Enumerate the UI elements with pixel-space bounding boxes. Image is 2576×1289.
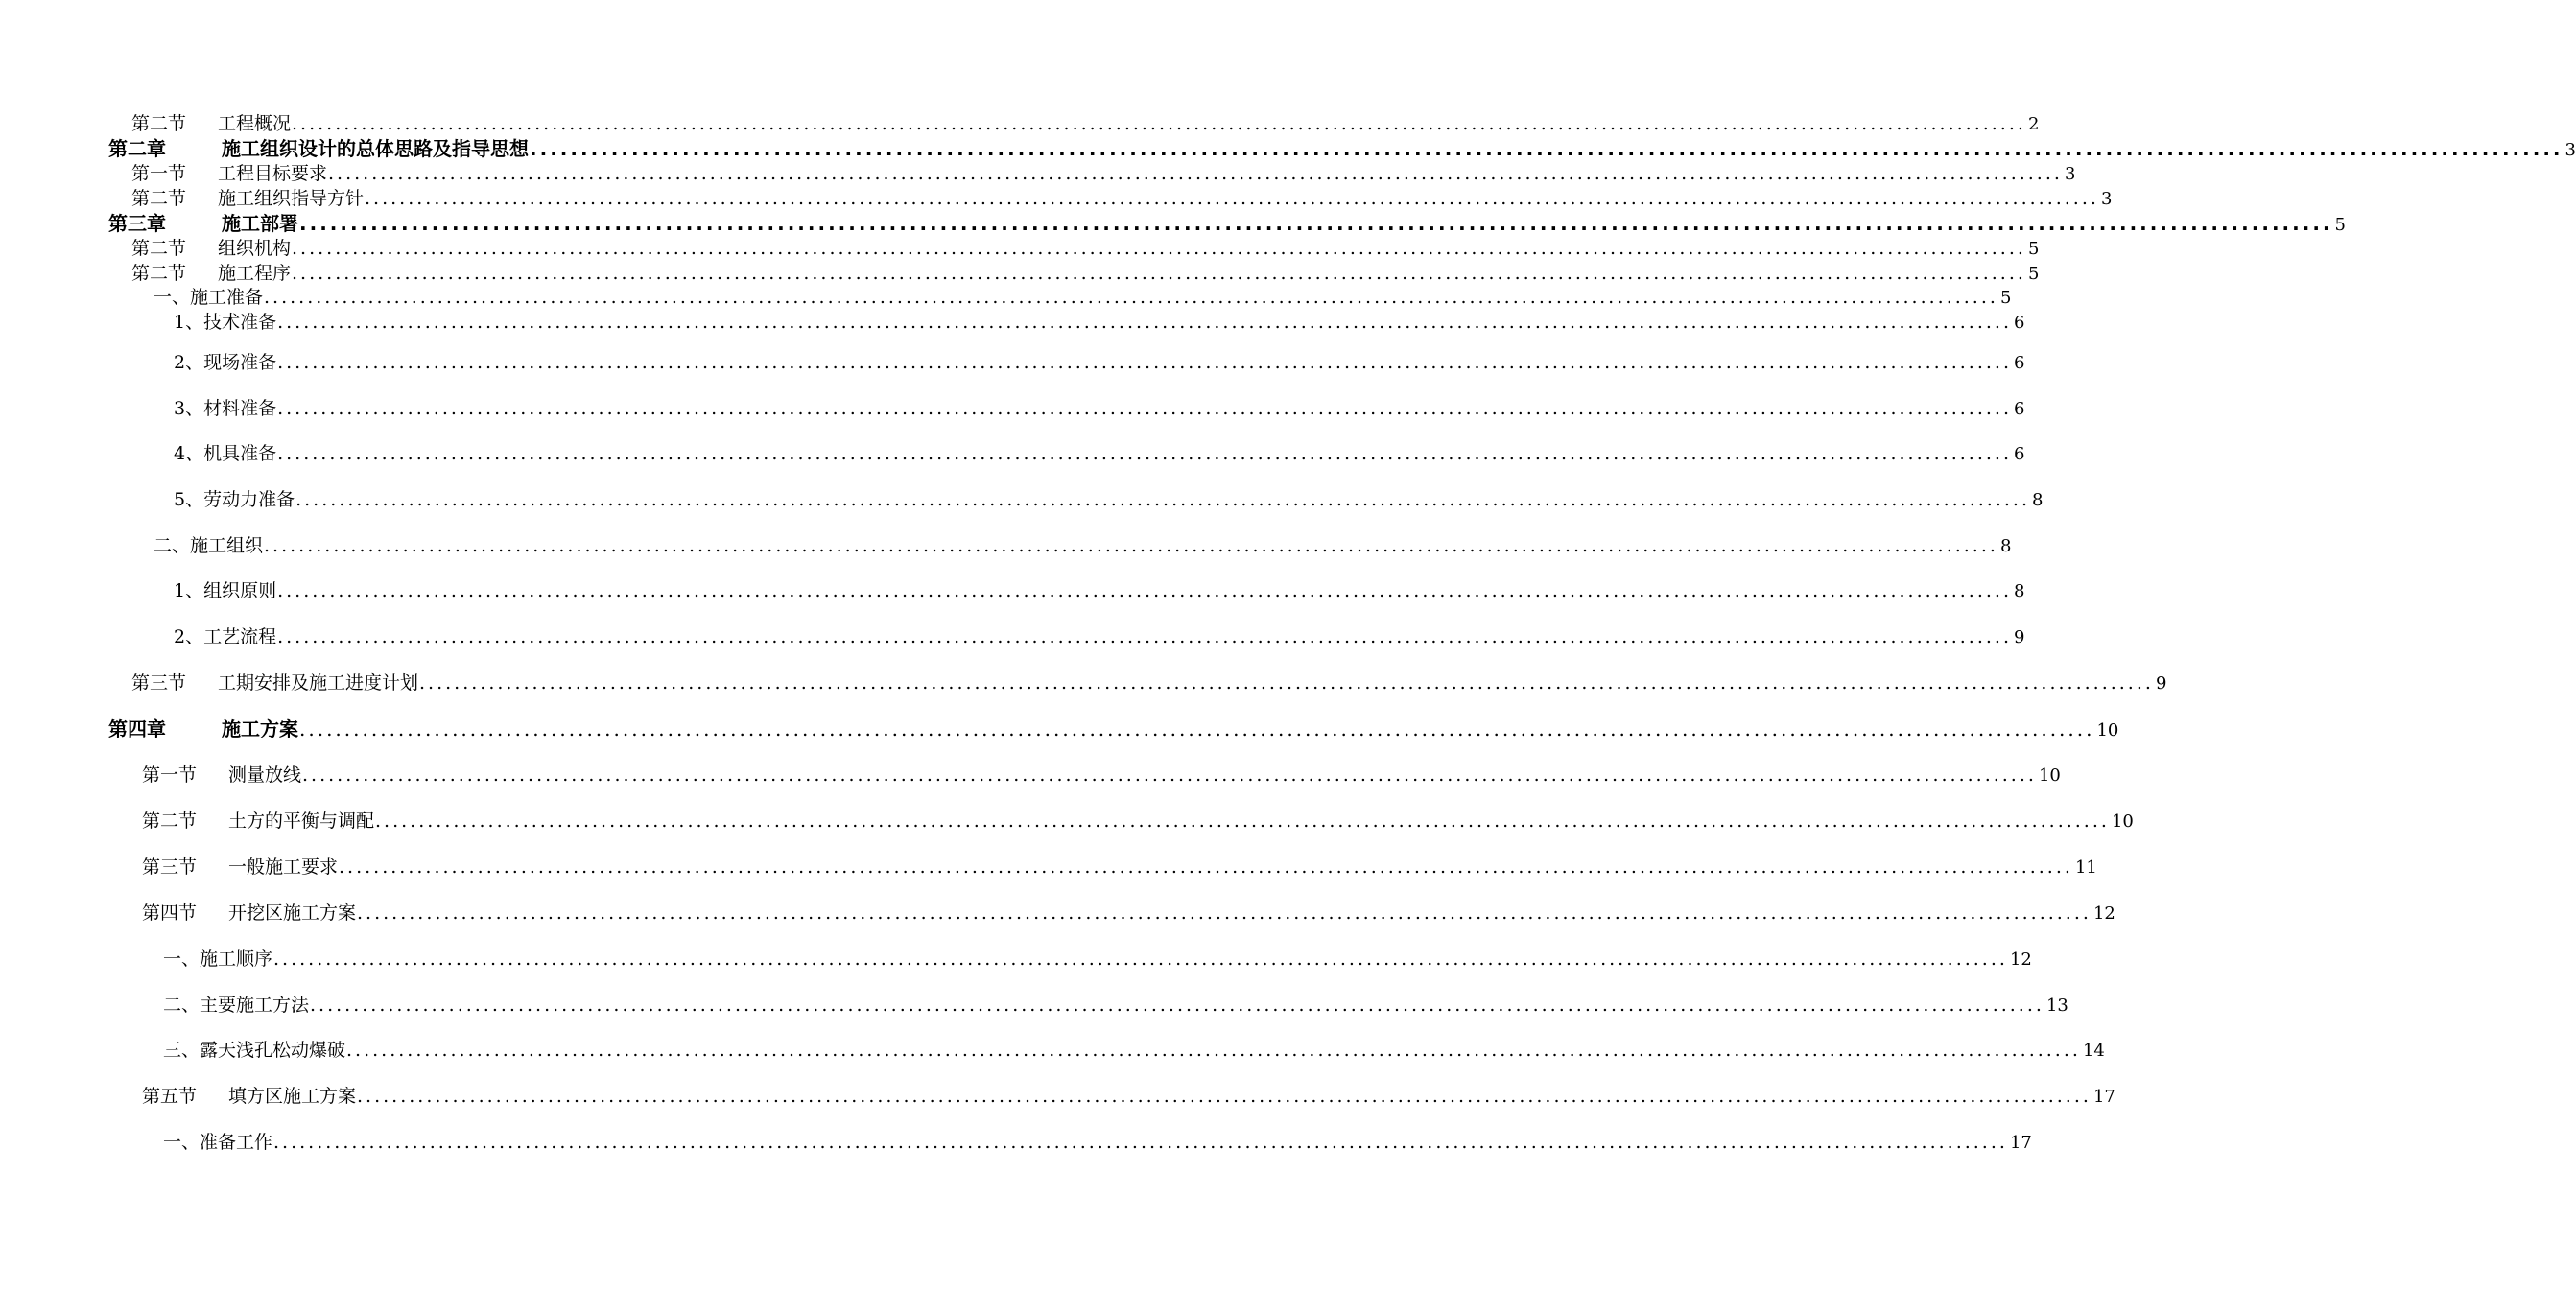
toc-entry-number: 第二节 bbox=[131, 113, 187, 134]
toc-entry-number: 第三章 bbox=[108, 212, 166, 235]
toc-leader-dots: ........................................................................................................................................................................................................ bbox=[375, 810, 2110, 832]
toc-leader-dots: ........................................................................................................................................................................................................ bbox=[357, 902, 2092, 924]
toc-entry-title: 测量放线 bbox=[228, 764, 302, 785]
toc-entry[interactable] bbox=[174, 625, 2025, 648]
toc-entry[interactable] bbox=[174, 488, 2044, 511]
toc-entry[interactable] bbox=[131, 671, 2167, 694]
toc-entry[interactable] bbox=[142, 855, 2097, 879]
toc-leader-dots: ........................................................................................................................................................................................................ bbox=[277, 398, 2013, 419]
toc-entry-title: 土方的平衡与调配 bbox=[228, 810, 375, 832]
toc-entry-number: 第一节 bbox=[142, 764, 198, 785]
toc-entry[interactable] bbox=[154, 286, 2012, 309]
toc-page-number: 10 bbox=[2096, 720, 2119, 740]
toc-entry-title: 3、材料准备 bbox=[174, 398, 277, 419]
toc-leader-dots: ........................................................................................................................................................................................................ bbox=[530, 137, 2564, 160]
toc-page-number: 8 bbox=[1999, 536, 2012, 556]
toc-leader-dots: ........................................................................................................................................................................................................ bbox=[277, 626, 2013, 647]
toc-entry[interactable] bbox=[108, 212, 2346, 235]
toc-leader-dots: ........................................................................................................................................................................................................ bbox=[277, 580, 2013, 601]
toc-entry[interactable] bbox=[154, 534, 2012, 557]
toc-leader-dots: ........................................................................................................................................................................................................ bbox=[264, 535, 1998, 556]
toc-leader-dots: ........................................................................................................................................................................................................ bbox=[419, 672, 2154, 693]
toc-entry-number: 第三节 bbox=[142, 856, 198, 878]
toc-entry-number: 第二节 bbox=[131, 238, 187, 259]
toc-entry[interactable] bbox=[163, 948, 2032, 971]
toc-page-number: 9 bbox=[2014, 627, 2025, 647]
toc-entry-title: 开挖区施工方案 bbox=[228, 902, 357, 924]
toc-entry[interactable] bbox=[108, 717, 2119, 740]
toc-page-number: 10 bbox=[2038, 765, 2061, 785]
toc-page-number: 9 bbox=[2155, 673, 2167, 693]
toc-leader-dots: ........................................................................................................................................................................................................ bbox=[295, 489, 2031, 510]
toc-entry[interactable] bbox=[174, 579, 2025, 602]
toc-entry[interactable] bbox=[142, 763, 2061, 786]
toc-entry-title: 工期安排及施工进度计划 bbox=[218, 672, 419, 693]
toc-entry-title: 2、现场准备 bbox=[174, 352, 277, 373]
toc-page-number: 14 bbox=[2082, 1041, 2105, 1061]
toc-entry[interactable] bbox=[131, 237, 2040, 260]
toc-entry-title: 填方区施工方案 bbox=[228, 1086, 357, 1107]
toc-entry-title: 一、施工顺序 bbox=[163, 949, 273, 970]
toc-leader-dots: ........................................................................................................................................................................................................ bbox=[299, 212, 2333, 235]
toc-entry[interactable] bbox=[142, 809, 2134, 832]
toc-entry-title: 施工方案 bbox=[222, 717, 298, 740]
toc-entry-title: 一、准备工作 bbox=[163, 1132, 273, 1153]
toc-page-number: 8 bbox=[2032, 490, 2044, 510]
toc-page-number: 12 bbox=[2092, 903, 2115, 924]
toc-page-number: 5 bbox=[2334, 215, 2346, 235]
toc-leader-dots: ........................................................................................................................................................................................................ bbox=[273, 949, 2008, 970]
toc-entry-title: 组织机构 bbox=[218, 238, 292, 259]
toc-entry-number: 第二节 bbox=[131, 263, 187, 284]
toc-page-number: 17 bbox=[2009, 1133, 2032, 1153]
toc-entry[interactable] bbox=[142, 902, 2115, 925]
toc-leader-dots: ........................................................................................................................................................................................................ bbox=[277, 352, 2013, 373]
toc-entry-number: 第五节 bbox=[142, 1086, 198, 1107]
toc-entry-number: 第四章 bbox=[108, 717, 166, 740]
toc-entry-title: 工程概况 bbox=[218, 113, 292, 134]
toc-page-number: 6 bbox=[2014, 313, 2025, 333]
toc-entry[interactable] bbox=[131, 262, 2040, 285]
toc-page-number: 5 bbox=[2027, 264, 2040, 284]
toc-page-number: 17 bbox=[2092, 1087, 2115, 1107]
toc-leader-dots: ........................................................................................................................................................................................................ bbox=[292, 113, 2026, 134]
toc-page-number: 3 bbox=[2100, 189, 2113, 209]
toc-entry[interactable] bbox=[174, 442, 2025, 465]
toc-entry-title: 1、技术准备 bbox=[174, 312, 277, 333]
toc-page-number: 12 bbox=[2009, 949, 2032, 970]
toc-leader-dots: ........................................................................................................................................................................................................ bbox=[277, 312, 2013, 333]
toc-page-number: 13 bbox=[2045, 996, 2068, 1016]
toc-entry[interactable] bbox=[142, 1085, 2115, 1108]
toc-entry[interactable] bbox=[131, 187, 2113, 210]
toc-entry[interactable] bbox=[131, 162, 2076, 185]
toc-entry-title: 5、劳动力准备 bbox=[174, 489, 295, 510]
toc-entry[interactable] bbox=[174, 311, 2025, 334]
toc-entry-title: 施工程序 bbox=[218, 263, 292, 284]
toc-entry[interactable] bbox=[174, 351, 2025, 374]
toc-leader-dots: ........................................................................................................................................................................................................ bbox=[299, 717, 2095, 740]
toc-leader-dots: ........................................................................................................................................................................................................ bbox=[302, 764, 2037, 785]
toc-entry-number: 第二节 bbox=[142, 810, 198, 832]
toc-leader-dots: ........................................................................................................................................................................................................ bbox=[339, 856, 2073, 878]
toc-entry-title: 1、组织原则 bbox=[174, 580, 277, 601]
toc-leader-dots: ........................................................................................................................................................................................................ bbox=[346, 1040, 2081, 1061]
toc-leader-dots: ........................................................................................................................................................................................................ bbox=[292, 238, 2026, 259]
toc-entry-title: 三、露天浅孔松动爆破 bbox=[163, 1040, 346, 1061]
toc-page-number: 3 bbox=[2564, 140, 2576, 160]
toc-page-number: 5 bbox=[2027, 239, 2040, 259]
toc-page-number: 8 bbox=[2014, 581, 2025, 601]
toc-entry-number: 第四节 bbox=[142, 902, 198, 924]
toc-entry-title: 施工组织指导方针 bbox=[218, 188, 365, 209]
toc-entry[interactable] bbox=[174, 397, 2025, 420]
toc-page-number: 3 bbox=[2064, 164, 2076, 184]
toc-leader-dots: ........................................................................................................................................................................................................ bbox=[264, 287, 1998, 308]
toc-page-number: 6 bbox=[2014, 353, 2025, 373]
toc-entry[interactable] bbox=[163, 994, 2068, 1017]
toc-leader-dots: ........................................................................................................................................................................................................ bbox=[292, 263, 2026, 284]
toc-entry-title: 2、工艺流程 bbox=[174, 626, 277, 647]
toc-entry-title: 施工组织设计的总体思路及指导思想 bbox=[222, 137, 529, 160]
toc-page-number: 2 bbox=[2027, 114, 2040, 134]
toc-leader-dots: ........................................................................................................................................................................................................ bbox=[365, 188, 2099, 209]
toc-entry-title: 一般施工要求 bbox=[228, 856, 339, 878]
toc-entry-title: 工程目标要求 bbox=[218, 163, 328, 184]
toc-entry-number: 第一节 bbox=[131, 163, 187, 184]
toc-page-number: 11 bbox=[2074, 857, 2097, 878]
toc-entry[interactable] bbox=[163, 1039, 2105, 1062]
toc-entry[interactable] bbox=[163, 1131, 2032, 1154]
toc-entry[interactable] bbox=[131, 112, 2040, 135]
toc-page-number: 6 bbox=[2014, 444, 2025, 464]
toc-entry-title: 4、机具准备 bbox=[174, 443, 277, 464]
toc-entry-title: 一、施工准备 bbox=[154, 287, 264, 308]
toc-leader-dots: ........................................................................................................................................................................................................ bbox=[328, 163, 2063, 184]
toc-entry-title: 二、施工组织 bbox=[154, 535, 264, 556]
toc-leader-dots: ........................................................................................................................................................................................................ bbox=[357, 1086, 2092, 1107]
toc-entry-number: 第三节 bbox=[131, 672, 187, 693]
toc-entry[interactable] bbox=[108, 137, 2576, 160]
toc-page-number: 5 bbox=[1999, 288, 2012, 308]
toc-entry-title: 二、主要施工方法 bbox=[163, 995, 310, 1016]
toc-page-number: 6 bbox=[2014, 399, 2025, 419]
toc-entry-title: 施工部署 bbox=[222, 212, 298, 235]
toc-entry-number: 第二节 bbox=[131, 188, 187, 209]
toc-leader-dots: ........................................................................................................................................................................................................ bbox=[273, 1132, 2008, 1153]
toc-page-number: 10 bbox=[2111, 811, 2134, 832]
toc-leader-dots: ........................................................................................................................................................................................................ bbox=[310, 995, 2044, 1016]
toc-entry-number: 第二章 bbox=[108, 137, 166, 160]
toc-leader-dots: ........................................................................................................................................................................................................ bbox=[277, 443, 2013, 464]
